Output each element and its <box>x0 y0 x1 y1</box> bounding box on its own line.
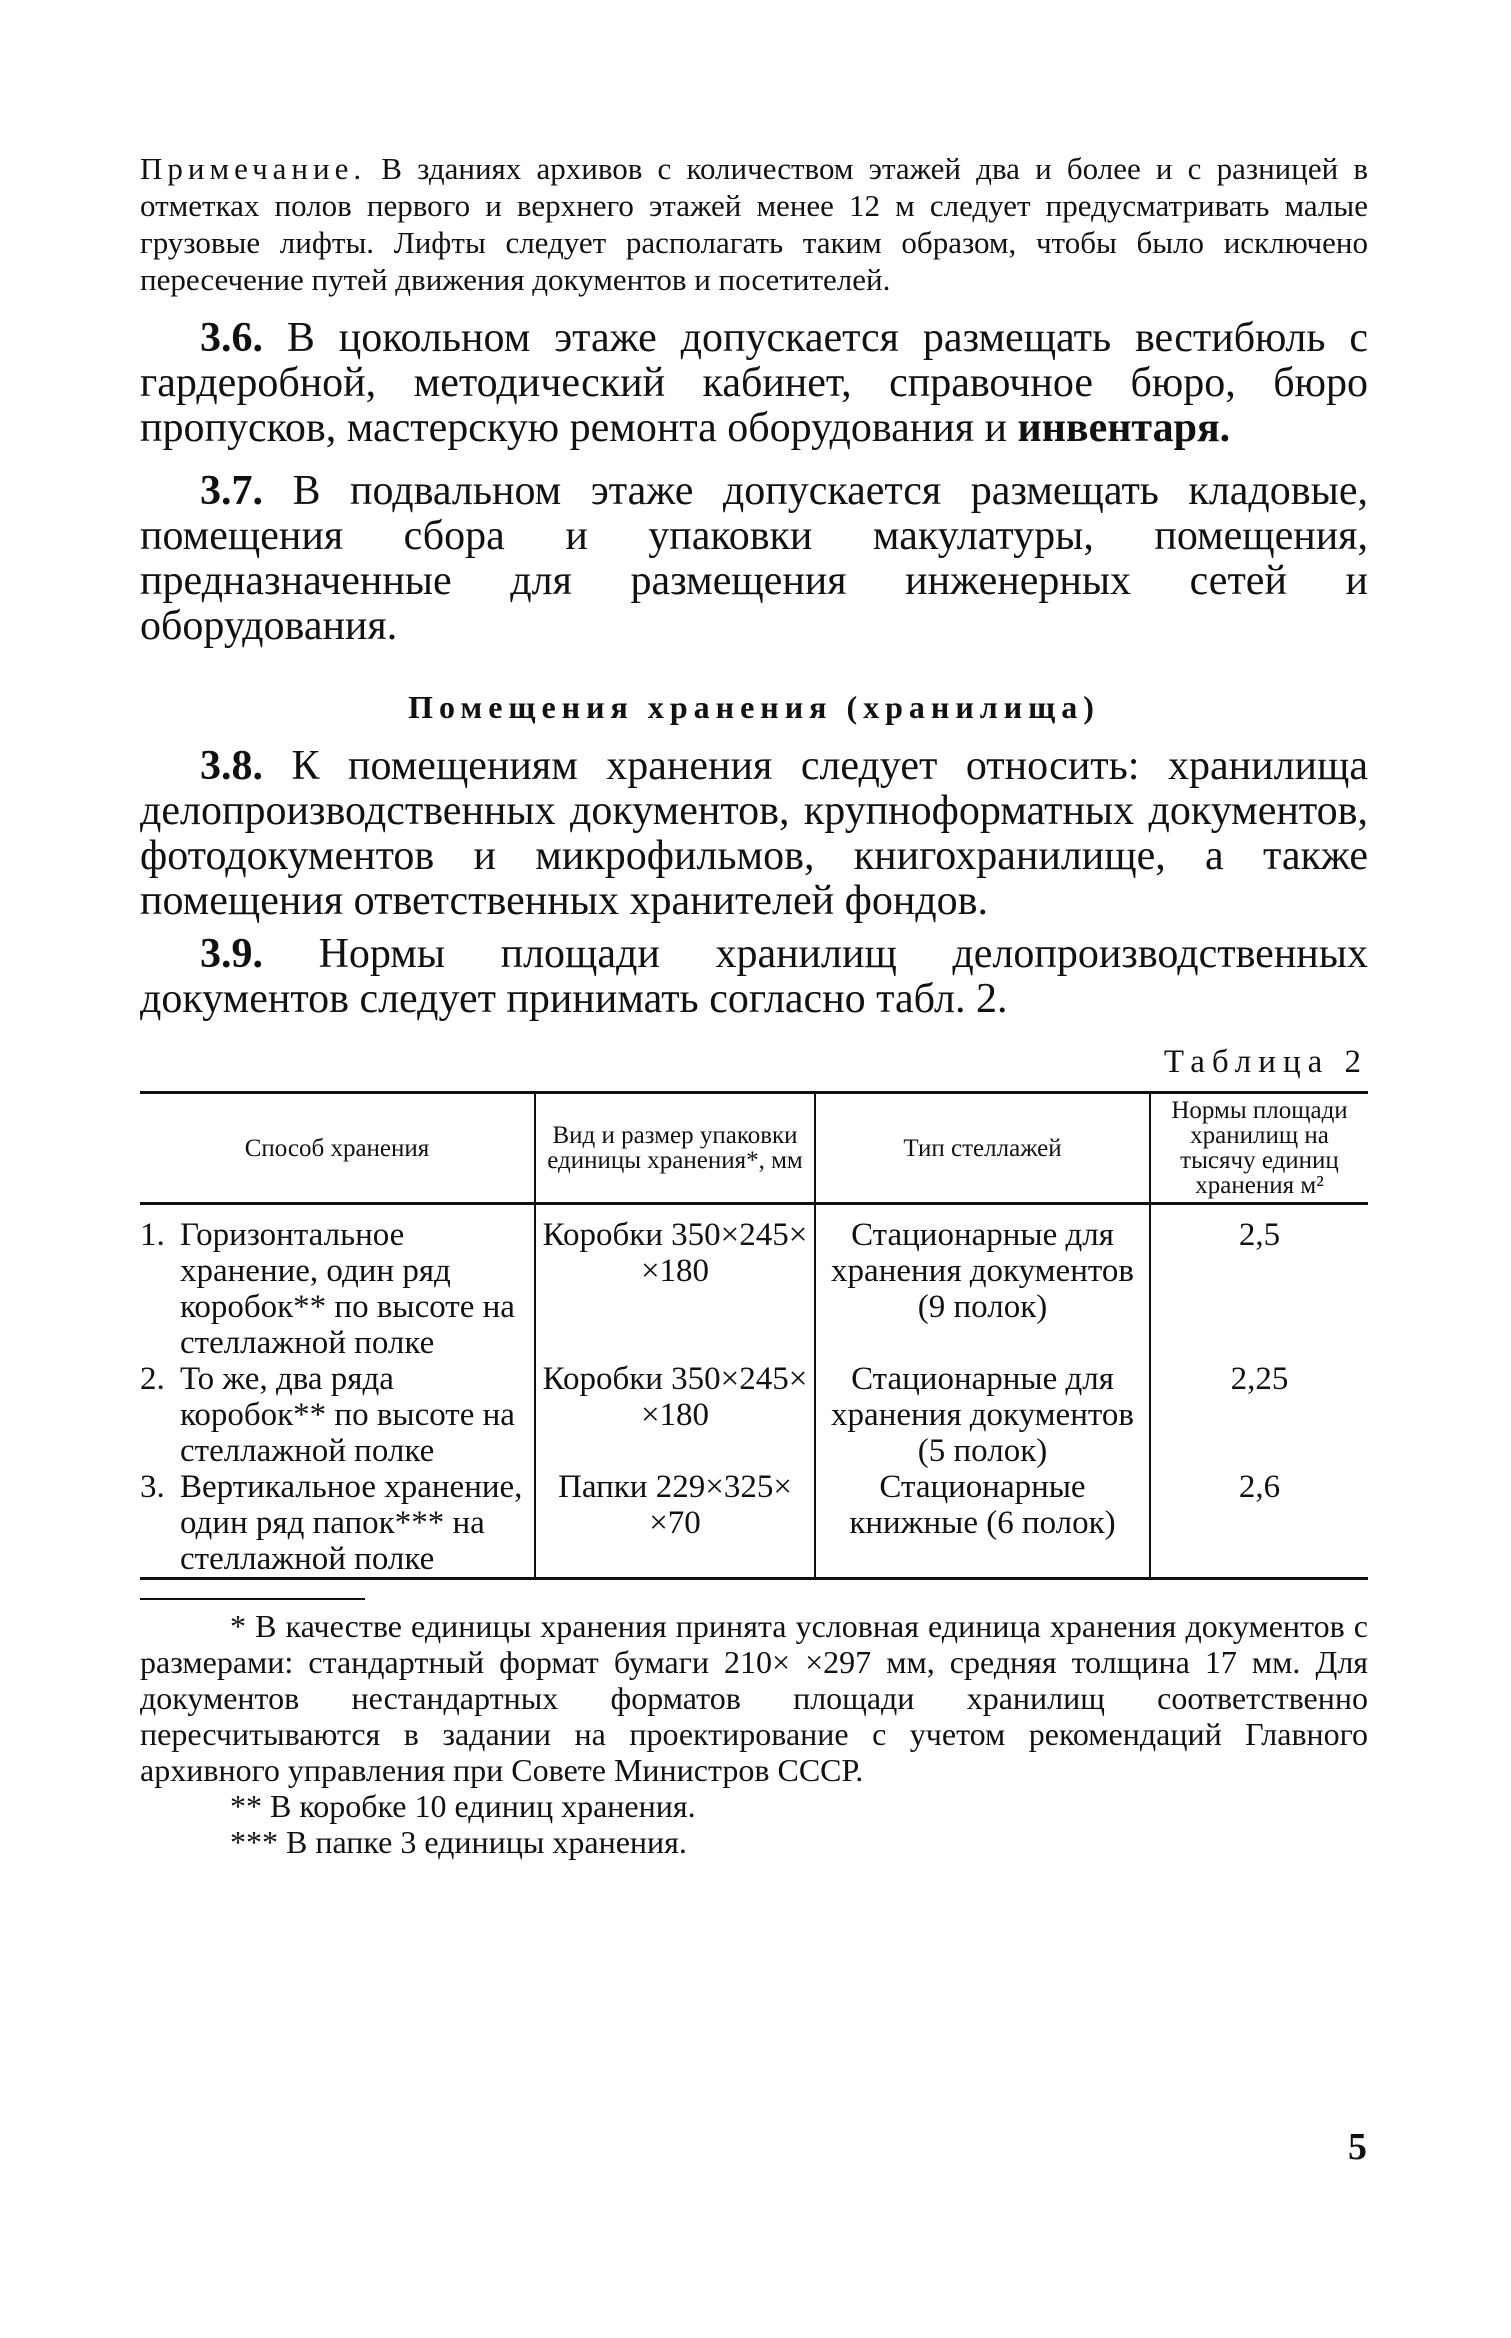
cell-rack: Стационарные книжные (6 полок) <box>815 1469 1150 1579</box>
header-package-size: Вид и размер упаковки единицы хранения*, мм <box>535 1093 815 1204</box>
method-text: Вертикальное хранение, один ряд папок*** на стеллажной полке <box>180 1469 523 1577</box>
paragraph-number: 3.7. <box>200 468 263 514</box>
row-number: 1. <box>140 1217 165 1253</box>
table-row <box>140 1361 1368 1469</box>
paragraph-3-6 <box>140 316 1368 451</box>
cell-method <box>140 1361 535 1469</box>
footnote-1: * В качестве единицы хранения принята условная единица хранения документов с размерами: стандартный формат бумаги 210× ×297 мм, средняя толщина 17 мм. Для документов нестандартных форматов площади хранилищ соответственно пересчитываются в задании на проектирование с учетом рекомендаций Главного архивного управления при Совете Министров СССР. <box>140 1608 1368 1788</box>
cell-rack: Стационарные для хранения документов (5 полок) <box>815 1361 1150 1469</box>
header-rack-type: Тип стеллажей <box>815 1093 1150 1204</box>
cell-norm: 2,6 <box>1150 1469 1368 1579</box>
row-number: 2. <box>140 1361 165 1397</box>
paragraph-3-8 <box>140 744 1368 924</box>
footnotes <box>140 1608 1368 1860</box>
cell-norm: 2,5 <box>1150 1204 1368 1362</box>
storage-norms-table <box>140 1091 1368 1580</box>
section-title: Помещения хранения (хранилища) <box>408 689 1100 725</box>
table-row <box>140 1469 1368 1579</box>
cell-package: Папки 229×325× ×70 <box>535 1469 815 1579</box>
table-caption: Таблица 2 <box>1163 1044 1368 1080</box>
row-number: 3. <box>140 1469 165 1505</box>
note-label: Примечание. <box>140 151 367 186</box>
paragraph-number: 3.6. <box>200 315 263 361</box>
paragraph-text: Нормы площади хранилищ делопроизводственных документов следует принимать согласно табл. 2. <box>140 931 1368 1022</box>
page-content <box>140 150 1368 1860</box>
paragraph-number: 3.8. <box>200 743 263 789</box>
table-header-row <box>140 1093 1368 1204</box>
paragraph-text: К помещениям хранения следует относить: хранилища делопроизводственных документов, крупноформатных документов, фотодокументов и микрофильмов, книгохранилище, а также помещения ответственных хранителей фондов. <box>140 743 1368 924</box>
page-number: 5 <box>1348 2126 1367 2168</box>
cell-method <box>140 1204 535 1362</box>
method-text: То же, два ряда коробок** по высоте на стеллажной полке <box>180 1361 515 1469</box>
paragraph-text-bold: инвентаря. <box>1017 405 1231 451</box>
footnote-3: *** В папке 3 единицы хранения. <box>230 1824 687 1860</box>
note-text: В зданиях архивов с количеством этажей два и более и с разницей в отметках полов первого и верхнего этажей менее 12 м следует предусматривать малые грузовые лифты. Лифты следует располагать таким образом, чтобы было исключено пересечение путей движения документов и посетителей. <box>140 151 1368 297</box>
paragraph-text: В цокольном этаже допускается размещать вестибюль с гардеробной, методический кабинет, справочное бюро, бюро пропусков, мастерскую ремонта оборудования и <box>140 315 1368 451</box>
paragraph-3-7 <box>140 469 1368 649</box>
note-block <box>140 150 1368 298</box>
paragraph-text: В подвальном этаже допускается размещать кладовые, помещения сбора и упаковки макулатуры, помещения, предназначенные для размещения инженерных сетей и оборудования. <box>140 468 1368 649</box>
header-area-norm: Нормы площади хранилищ на тысячу единиц хранения м² <box>1150 1093 1368 1204</box>
cell-method <box>140 1469 535 1579</box>
cell-package: Коробки 350×245× ×180 <box>535 1204 815 1362</box>
paragraph-number: 3.9. <box>200 931 263 977</box>
cell-rack: Стационарные для хранения документов (9 полок) <box>815 1204 1150 1362</box>
cell-package: Коробки 350×245× ×180 <box>535 1361 815 1469</box>
footnote-divider <box>140 1598 365 1600</box>
cell-norm: 2,25 <box>1150 1361 1368 1469</box>
table-row <box>140 1204 1368 1362</box>
footnote-2: ** В коробке 10 единиц хранения. <box>230 1788 696 1824</box>
paragraph-3-9 <box>140 932 1368 1022</box>
header-storage-method: Способ хранения <box>140 1093 535 1204</box>
method-text: Горизонтальное хранение, один ряд коробок** по высоте на стеллажной полке <box>180 1217 515 1361</box>
